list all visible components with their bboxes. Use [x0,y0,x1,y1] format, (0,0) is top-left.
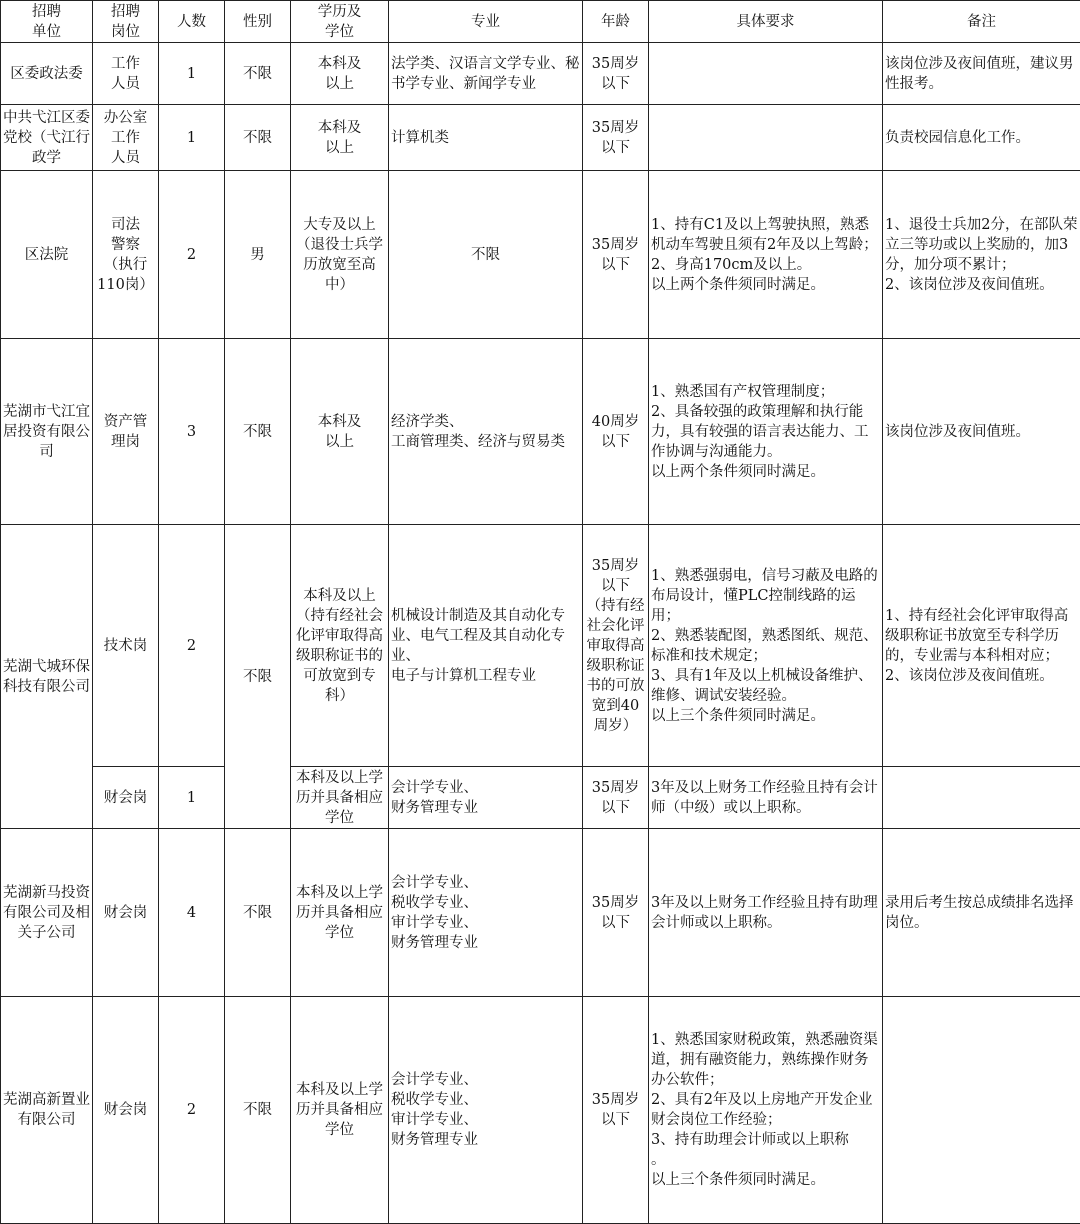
header-age: 年龄 [583,1,649,43]
post-cell: 司法 警察 （执行 110岗） [93,171,159,339]
unit-cell: 芜湖市弋江宜居投资有限公司 [1,339,93,525]
education-cell: 大专及以上 （退役士兵学历放宽至高中） [291,171,389,339]
table-row [1,767,1080,829]
header-gender: 性别 [225,1,291,43]
notes-cell: 1、退役士兵加2分，在部队荣立三等功或以上奖励的，加3分，加分项不累计； 2、该岗位涉及夜间值班。 [883,171,1080,339]
education-cell: 本科及 以上 [291,105,389,171]
table-row [1,829,1080,997]
header-post: 招聘 岗位 [93,1,159,43]
post-cell: 财会岗 [93,767,159,829]
major-cell: 机械设计制造及其自动化专业、电气工程及其自动化专业、 电子与计算机工程专业 [389,525,583,767]
count-cell: 1 [159,105,225,171]
age-cell: 35周岁 以下 [583,105,649,171]
post-cell: 财会岗 [93,829,159,997]
post-cell: 财会岗 [93,997,159,1224]
header-unit: 招聘 单位 [1,1,93,43]
requirements-cell: 1、熟悉国家财税政策，熟悉融资渠道，拥有融资能力，熟练操作财务办公软件； 2、具有2年及以上房地产开发企业财会岗位工作经验； 3、持有助理会计师或以上职称 。 以上三个条件须同时满足。 [649,997,883,1224]
gender-cell: 不限 [225,829,291,997]
major-cell: 法学类、汉语言文学专业、秘书学专业、新闻学专业 [389,43,583,105]
major-cell: 计算机类 [389,105,583,171]
notes-cell: 负责校园信息化工作。 [883,105,1080,171]
requirements-cell: 3年及以上财务工作经验且持有会计师（中级）或以上职称。 [649,767,883,829]
education-cell: 本科及 以上 [291,43,389,105]
notes-cell [883,997,1080,1224]
header-major: 专业 [389,1,583,43]
unit-cell: 中共弋江区委党校（弋江行政学 [1,105,93,171]
requirements-cell [649,105,883,171]
education-cell: 本科及以上学历并具备相应学位 [291,997,389,1224]
age-cell: 35周岁 以下 [583,997,649,1224]
age-cell: 40周岁 以下 [583,339,649,525]
gender-cell: 不限 [225,105,291,171]
education-cell: 本科及 以上 [291,339,389,525]
major-cell: 不限 [389,171,583,339]
major-cell: 会计学专业、 税收学专业、 审计学专业、 财务管理专业 [389,829,583,997]
gender-cell: 不限 [225,339,291,525]
unit-cell: 芜湖弋城环保科技有限公司 [1,525,93,829]
count-cell: 4 [159,829,225,997]
notes-cell: 该岗位涉及夜间值班。 [883,339,1080,525]
count-cell: 1 [159,767,225,829]
header-education: 学历及 学位 [291,1,389,43]
notes-cell: 该岗位涉及夜间值班，建议男性报考。 [883,43,1080,105]
gender-cell: 不限 [225,525,291,829]
post-cell: 技术岗 [93,525,159,767]
post-cell: 资产管 理岗 [93,339,159,525]
gender-cell: 男 [225,171,291,339]
post-cell: 工作 人员 [93,43,159,105]
gender-cell: 不限 [225,43,291,105]
header-count: 人数 [159,1,225,43]
post-cell: 办公室 工作 人员 [93,105,159,171]
notes-cell: 1、持有经社会化评审取得高级职称证书放宽至专科学历的，专业需与本科相对应； 2、该岗位涉及夜间值班。 [883,525,1080,767]
age-cell: 35周岁 以下 [583,171,649,339]
table-row [1,997,1080,1224]
gender-cell: 不限 [225,997,291,1224]
header-row [1,1,1080,43]
major-cell: 经济学类、 工商管理类、经济与贸易类 [389,339,583,525]
age-cell: 35周岁 以下 [583,767,649,829]
count-cell: 3 [159,339,225,525]
notes-cell: 录用后考生按总成绩排名选择岗位。 [883,829,1080,997]
header-notes: 备注 [883,1,1080,43]
age-cell: 35周岁 以下 [583,43,649,105]
age-cell: 35周岁 以下 [583,829,649,997]
major-cell: 会计学专业、 税收学专业、 审计学专业、 财务管理专业 [389,997,583,1224]
count-cell: 2 [159,171,225,339]
education-cell: 本科及以上学历并具备相应学位 [291,767,389,829]
requirements-cell [649,43,883,105]
major-cell: 会计学专业、 财务管理专业 [389,767,583,829]
education-cell: 本科及以上学历并具备相应学位 [291,829,389,997]
table-row [1,105,1080,171]
table-row [1,339,1080,525]
education-cell: 本科及以上 （持有经社会化评审取得高级职称证书的可放宽到专科） [291,525,389,767]
unit-cell: 芜湖新马投资有限公司及相关子公司 [1,829,93,997]
requirements-cell: 1、熟悉国有产权管理制度； 2、具备较强的政策理解和执行能力，具有较强的语言表达能力、工作协调与沟通能力。 以上两个条件须同时满足。 [649,339,883,525]
table-row [1,525,1080,767]
unit-cell: 区法院 [1,171,93,339]
unit-cell: 区委政法委 [1,43,93,105]
table-row [1,43,1080,105]
unit-cell: 芜湖高新置业有限公司 [1,997,93,1224]
requirements-cell: 1、熟悉强弱电，信号习蔽及电路的布局设计，懂PLC控制线路的运用； 2、熟悉装配图，熟悉图纸、规范、标准和技术规定； 3、具有1年及以上机械设备维护、维修、调试安装经验。 以上三个条件须同时满足。 [649,525,883,767]
count-cell: 2 [159,997,225,1224]
header-requirements: 具体要求 [649,1,883,43]
age-cell: 35周岁 以下 （持有经社会化评审取得高级职称证书的可放宽到40周岁） [583,525,649,767]
count-cell: 1 [159,43,225,105]
requirements-cell: 3年及以上财务工作经验且持有助理会计师或以上职称。 [649,829,883,997]
count-cell: 2 [159,525,225,767]
table-row [1,171,1080,339]
notes-cell [883,767,1080,829]
requirements-cell: 1、持有C1及以上驾驶执照，熟悉机动车驾驶且须有2年及以上驾龄； 2、身高170cm及以上。 以上两个条件须同时满足。 [649,171,883,339]
